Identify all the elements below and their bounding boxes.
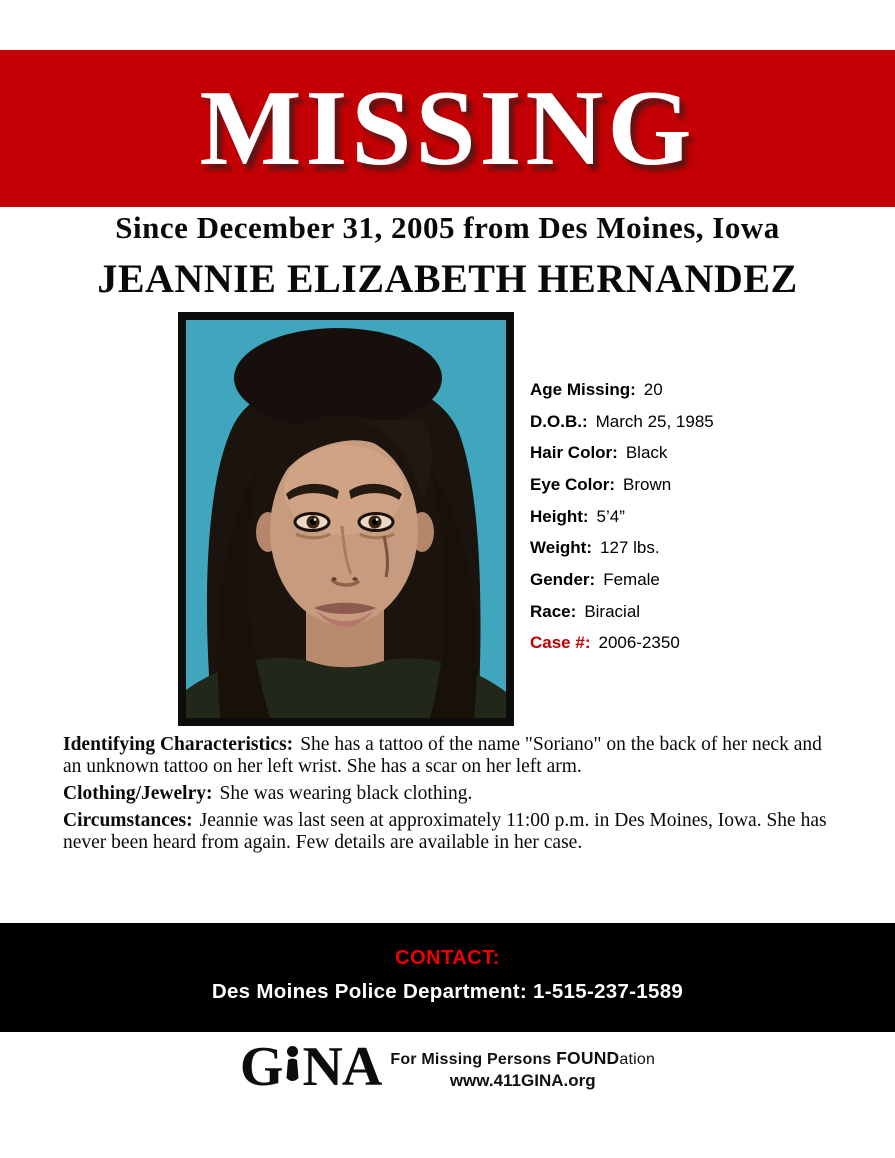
missing-since-subtitle: Since December 31, 2005 from Des Moines, Iowa (115, 210, 780, 245)
description-section (63, 734, 834, 859)
detail-row-dob (530, 406, 860, 438)
circumstances-paragraph (63, 810, 834, 854)
detail-value: 5’4” (596, 506, 625, 526)
tagline-ation: ation (619, 1051, 656, 1068)
detail-row-height (530, 501, 860, 533)
details-panel (530, 374, 860, 659)
footer (0, 1036, 895, 1098)
gina-website: www.411GINA.org (449, 1071, 596, 1090)
detail-label: Hair Color: (530, 443, 618, 463)
paragraph-text: She has a tattoo of the name "Soriano" on the back of her neck and an unknown tattoo on her left wrist. She has a scar on her left arm. (63, 734, 822, 777)
detail-row-age-missing (530, 374, 860, 406)
detail-label: Age Missing: (530, 379, 636, 399)
gina-logo (239, 1036, 382, 1098)
paragraph-label: Clothing/Jewelry: (63, 783, 213, 804)
tagline-line (390, 1048, 655, 1069)
detail-label: Height: (530, 506, 589, 526)
person-name: JEANNIE ELIZABETH HERNANDEZ (97, 256, 798, 301)
detail-value: 2006-2350 (598, 633, 680, 653)
detail-value: Brown (623, 474, 672, 494)
identifying-characteristics-paragraph (63, 734, 834, 778)
contact-bar (0, 923, 895, 1032)
detail-value: 127 lbs. (600, 538, 660, 558)
detail-row-hair-color (530, 437, 860, 469)
detail-label: D.O.B.: (530, 411, 588, 431)
clothing-jewelry-paragraph (63, 783, 834, 805)
missing-title: MISSING (199, 68, 696, 188)
detail-label: Race: (530, 601, 577, 621)
paragraph-label: Identifying Characteristics: (63, 734, 294, 755)
paragraph-label: Circumstances: (63, 810, 193, 831)
tagline-found: FOUND (556, 1048, 620, 1068)
detail-label: Eye Color: (530, 474, 616, 494)
missing-person-photo (186, 320, 506, 718)
detail-label: Weight: (530, 538, 593, 558)
gina-tagline (390, 1042, 655, 1091)
detail-row-eye-color (530, 469, 860, 501)
detail-row-case-number (530, 628, 860, 660)
paragraph-text: She was wearing black clothing. (219, 783, 473, 804)
gina-logo-letters-na: NA (302, 1036, 382, 1098)
detail-row-gender (530, 564, 860, 596)
paragraph-text: Jeannie was last seen at approximately 11:00 p.m. in Des Moines, Iowa. She has never been heard from again. Few details are available in her case. (63, 810, 827, 853)
tagline-pre: For Missing Persons (390, 1051, 557, 1068)
detail-value: Black (625, 443, 668, 463)
detail-value: March 25, 1985 (595, 411, 714, 431)
detail-row-race (530, 596, 860, 628)
detail-value: Female (603, 569, 660, 589)
gina-logo-letter-g: G (239, 1036, 283, 1098)
detail-label: Gender: (530, 569, 596, 589)
detail-value: 20 (643, 379, 663, 399)
detail-label: Case #: (530, 633, 591, 653)
person-icon (284, 1046, 301, 1088)
photo-frame (178, 312, 514, 726)
detail-row-weight (530, 532, 860, 564)
contact-phone-line: Des Moines Police Department: 1-515-237-1589 (211, 980, 684, 1003)
detail-value: Biracial (584, 601, 641, 621)
missing-banner (0, 50, 895, 207)
contact-heading: CONTACT: (395, 947, 500, 969)
